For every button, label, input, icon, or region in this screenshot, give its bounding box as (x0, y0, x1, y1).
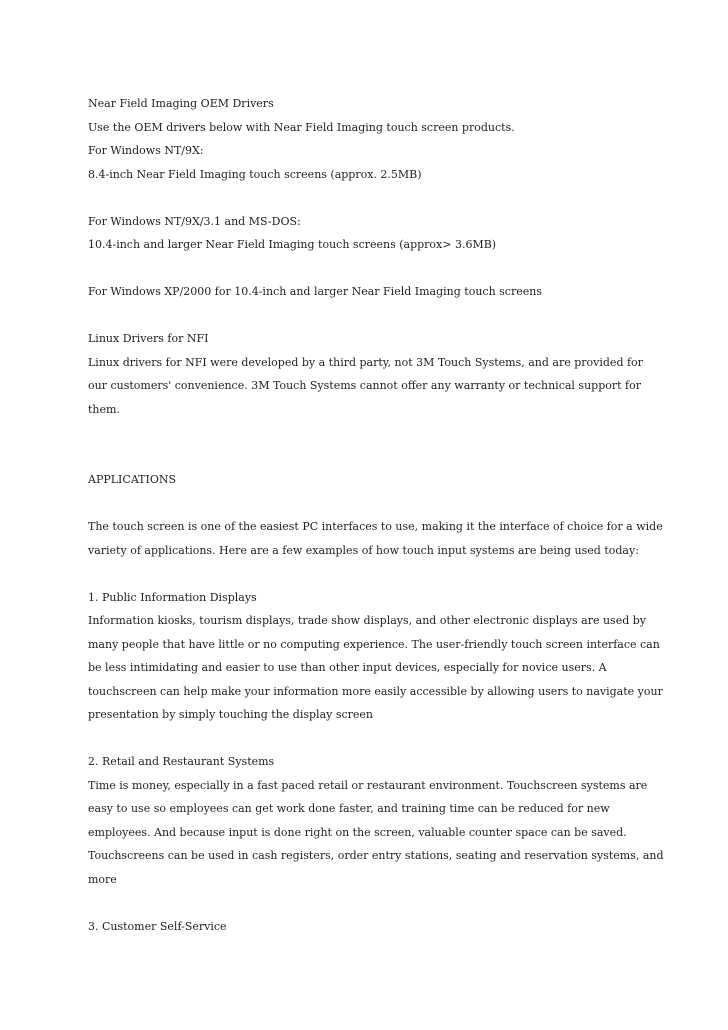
spacer (88, 562, 648, 586)
spacer (88, 891, 648, 915)
spacer (88, 304, 648, 328)
spacer (88, 186, 648, 210)
windows-nt9x-driver-item: 8.4-inch Near Field Imaging touch screens (approx. 2.5MB) (88, 167, 422, 181)
section-text-line: many people that have little or no computing experience. The user-friendly touch screen interface can (88, 637, 660, 651)
section-text-line: be less intimidating and easier to use than other input devices, especially for novice users. A (88, 661, 607, 674)
section-title-public-information-displays: 1. Public Information Displays (88, 590, 257, 604)
windows-nt9x31-driver-item: 10.4-inch and larger Near Field Imaging touch screens (approx> 3.6MB) (88, 238, 497, 251)
section-text-line: employees. And because input is done right on the screen, valuable counter space can be saved. (88, 825, 627, 839)
applications-heading: APPLICATIONS (88, 473, 177, 486)
section-title-customer-self-service: 3. Customer Self-Service (88, 919, 227, 933)
section-text-line: Touchscreens can be used in cash registers, order entry stations, seating and reservation systems, and (88, 849, 664, 862)
spacer (88, 257, 648, 281)
applications-intro-line: The touch screen is one of the easiest PC interfaces to use, making it the interface of choice for a wide (88, 520, 663, 533)
spacer (88, 421, 648, 468)
linux-drivers-title: Linux Drivers for NFI (88, 332, 209, 345)
applications-intro-line: variety of applications. Here are a few examples of how touch input systems are being used today: (88, 543, 639, 557)
linux-drivers-text-line: our customers' convenience. 3M Touch Systems cannot offer any warranty or technical support for (88, 379, 641, 392)
linux-drivers-text-line: Linux drivers for NFI were developed by a third party, not 3M Touch Systems, and are provided for (88, 355, 643, 369)
spacer (88, 492, 648, 516)
linux-drivers-text-line: them. (88, 402, 120, 416)
section-text-line: touchscreen can help make your information more easily accessible by allowing users to navigate your (88, 684, 663, 698)
oem-drivers-intro: Use the OEM drivers below with Near Field Imaging touch screen products. (88, 120, 515, 134)
section-text-line: more (88, 872, 117, 886)
oem-drivers-title: Near Field Imaging OEM Drivers (88, 97, 274, 110)
section-text-line: Time is money, especially in a fast paced retail or restaurant environment. Touchscreen systems are (88, 778, 648, 792)
document-page (88, 92, 664, 938)
windows-xp2000-driver-item: For Windows XP/2000 for 10.4-inch and larger Near Field Imaging touch screens (88, 285, 542, 298)
section-text-line: easy to use so employees can get work done faster, and training time can be reduced for new (88, 802, 610, 815)
section-text-line: presentation by simply touching the display screen (88, 708, 374, 721)
section-text-line: Information kiosks, tourism displays, trade show displays, and other electronic displays are used by (88, 614, 647, 627)
windows-nt9x-heading: For Windows NT/9X: (88, 144, 204, 157)
windows-nt9x31-heading: For Windows NT/9X/3.1 and MS-DOS: (88, 214, 301, 228)
section-title-retail-restaurant-systems: 2. Retail and Restaurant Systems (88, 755, 275, 768)
spacer (88, 727, 648, 751)
